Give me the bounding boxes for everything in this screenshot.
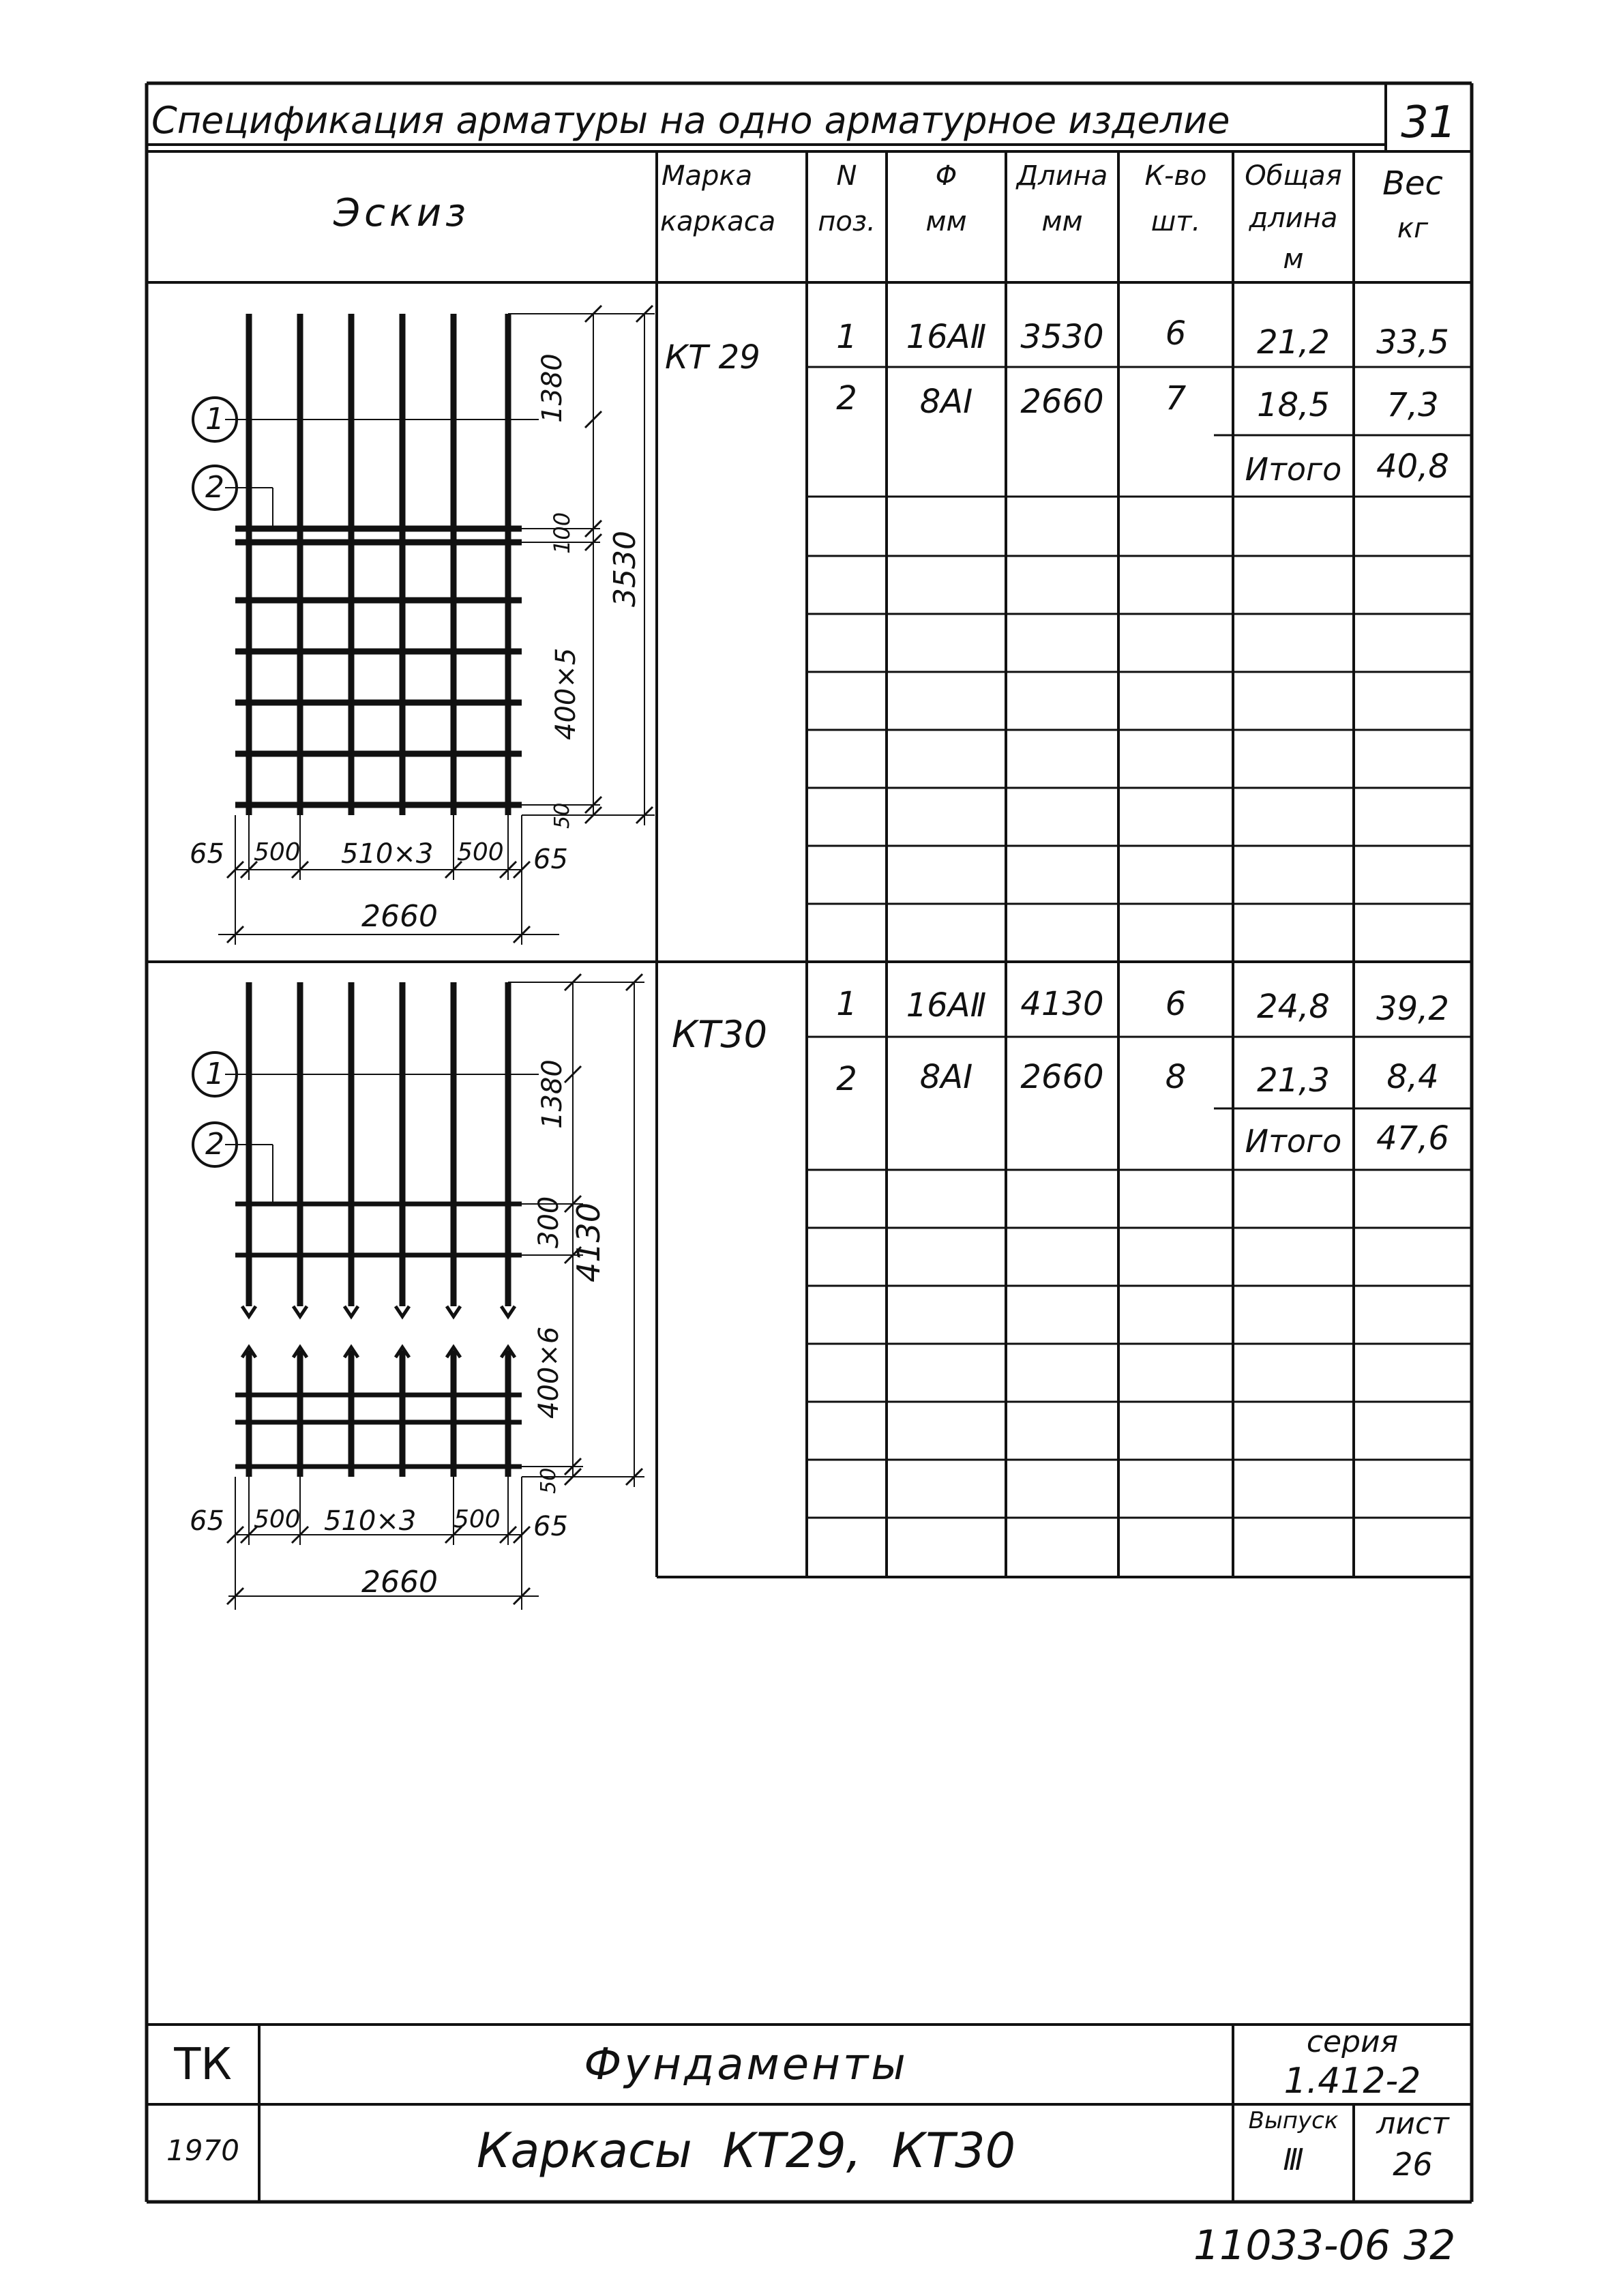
kt29-row1-weight: 33,5	[1376, 323, 1449, 362]
col-sketch-header: Эскиз	[333, 191, 470, 235]
spec-title: Спецификация арматуры на одно арматурное изделие	[151, 99, 1230, 142]
kt30-row1-total: 24,8	[1257, 988, 1330, 1026]
year: 1970	[166, 2134, 239, 2167]
dim-vertical-100: 100	[549, 512, 575, 554]
kt29-row1-count: 6	[1165, 314, 1187, 353]
kt30-total-label: Итого	[1245, 1123, 1342, 1160]
kt30-row1-length: 4130	[1020, 985, 1104, 1023]
kt30-row1-dia: 16AⅡ	[906, 986, 987, 1025]
kt30-total-weight: 47,6	[1376, 1119, 1449, 1158]
col-dia-header-1: Φ	[935, 160, 957, 192]
issue-label: Выпуск	[1248, 2107, 1339, 2134]
dim-65-left: 65	[190, 1505, 224, 1537]
col-count-header-1: К-во	[1144, 160, 1207, 192]
col-count-header-2: шт.	[1150, 206, 1201, 237]
col-mark-header-2: каркаса	[660, 206, 776, 237]
kt29-row2-count: 7	[1165, 379, 1187, 417]
callout-1: 1	[205, 1057, 224, 1091]
footer-code: 11033-06 32	[1193, 2222, 1456, 2269]
dim-vertical-spacing: 400×5	[550, 647, 582, 740]
dim-500-left: 500	[254, 1505, 301, 1533]
org-code: ТК	[174, 2040, 232, 2090]
col-total-header-2: длина	[1249, 203, 1338, 234]
col-pos-header-2: поз.	[818, 206, 876, 237]
series-number: 1.412-2	[1283, 2061, 1421, 2102]
sheet-label: лист	[1376, 2106, 1449, 2141]
dim-vertical-total: 3530	[608, 531, 642, 607]
kt29-row2-total: 18,5	[1257, 386, 1330, 424]
callout-2: 2	[205, 1127, 224, 1162]
drawing-title: Каркасы КТ29, КТ30	[476, 2123, 1016, 2179]
kt30-row2-total: 21,3	[1257, 1061, 1330, 1100]
col-mark-header-1: Марка	[662, 160, 753, 192]
kt29-row1-length: 3530	[1020, 318, 1104, 356]
kt29-row1-dia: 16AⅡ	[906, 318, 987, 356]
dim-65-left: 65	[190, 838, 224, 870]
sheet-number: 31	[1401, 98, 1457, 148]
kt29-total-weight: 40,8	[1376, 447, 1449, 486]
dim-vertical-1380: 1380	[537, 353, 568, 423]
subject: Фундаменты	[584, 2040, 908, 2090]
kt29-row2-length: 2660	[1020, 383, 1104, 421]
dim-vertical-300: 300	[533, 1196, 565, 1248]
dim-vertical-spacing: 400×6	[533, 1326, 565, 1419]
sheet-of-set: 26	[1393, 2146, 1433, 2183]
dim-500-right: 500	[454, 1505, 501, 1533]
frame-mark: КТ30	[672, 1013, 768, 1056]
issue-number: Ⅲ	[1283, 2143, 1304, 2177]
dim-vertical-1380: 1380	[537, 1059, 568, 1129]
col-dia-header-2: мм	[925, 206, 967, 237]
col-total-header-1: Общая	[1245, 160, 1342, 192]
dim-overall-width: 2660	[361, 1565, 438, 1600]
col-length-header-1: Длина	[1016, 160, 1108, 192]
kt29-row1-pos: 1	[836, 318, 857, 356]
dim-vertical-50: 50	[550, 802, 574, 829]
kt29-total-label: Итого	[1245, 451, 1342, 488]
dim-500-right: 500	[457, 838, 504, 866]
callout-2: 2	[205, 470, 224, 505]
kt30-row2-weight: 8,4	[1386, 1058, 1439, 1096]
kt29-row2-pos: 2	[836, 379, 857, 417]
frame-mark: КТ 29	[665, 338, 760, 377]
kt30-row1-count: 6	[1165, 985, 1187, 1023]
dim-500-left: 500	[254, 838, 301, 866]
kt29-row2-dia: 8AⅠ	[919, 383, 973, 421]
kt29-row2-weight: 7,3	[1386, 386, 1439, 424]
dim-vertical-50: 50	[537, 1467, 561, 1494]
kt30-row2-count: 8	[1165, 1058, 1187, 1096]
kt30-row1-weight: 39,2	[1376, 990, 1449, 1028]
col-weight-header-2: кг	[1397, 213, 1429, 244]
dim-65-right: 65	[533, 1511, 568, 1542]
dim-510x3: 510×3	[341, 838, 434, 870]
kt30-row2-length: 2660	[1020, 1058, 1104, 1096]
dim-overall-width: 2660	[361, 899, 438, 934]
col-pos-header-1: N	[836, 160, 857, 192]
dim-510x3: 510×3	[324, 1505, 417, 1537]
kt30-row2-pos: 2	[836, 1060, 857, 1098]
dim-vertical-total: 4130	[570, 1202, 607, 1282]
col-total-header-3: м	[1283, 244, 1304, 275]
kt29-row1-total: 21,2	[1257, 323, 1330, 362]
series-label: серия	[1306, 2025, 1399, 2059]
col-weight-header-1: Вес	[1382, 164, 1443, 203]
kt30-row1-pos: 1	[836, 985, 857, 1023]
col-length-header-2: мм	[1041, 206, 1083, 237]
callout-1: 1	[205, 402, 224, 437]
kt30-row2-dia: 8AⅠ	[919, 1058, 973, 1096]
dim-65-right: 65	[533, 844, 568, 875]
